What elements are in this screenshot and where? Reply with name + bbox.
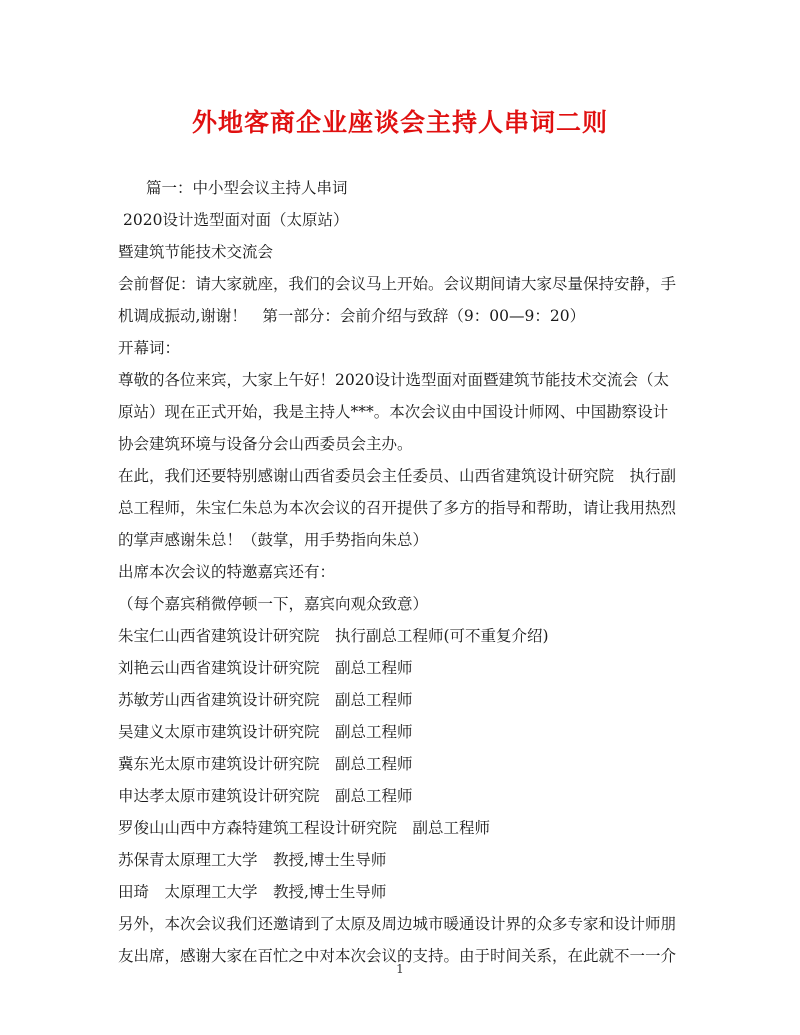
paragraph-line: 会前督促：请大家就座，我们的会议马上开始。会议期间请大家尽量保持安静，手: [118, 275, 677, 293]
guest-list-item: 申达孝太原市建筑设计研究院 副总工程师: [118, 787, 413, 805]
guest-list-item: 冀东光太原市建筑设计研究院 副总工程师: [118, 755, 413, 773]
guest-list-item: 刘艳云山西省建筑设计研究院 副总工程师: [118, 659, 413, 677]
paragraph-line: 在此，我们还要特别感谢山西省委员会主任委员、山西省建筑设计研究院 执行副: [118, 467, 677, 485]
paragraph-line: 另外，本次会议我们还邀请到了太原及周边城市暖通设计界的众多专家和设计师朋: [118, 915, 677, 933]
paragraph-line: 原站）现在正式开始，我是主持人***。本次会议由中国设计师网、中国勘察设计: [118, 403, 669, 421]
guest-list-item: 朱宝仁山西省建筑设计研究院 执行副总工程师(可不重复介绍): [118, 627, 549, 645]
guest-list-item: 罗俊山山西中方森特建筑工程设计研究院 副总工程师: [118, 819, 491, 837]
paragraph-line: 总工程师，朱宝仁朱总为本次会议的召开提供了多方的指导和帮助，请让我用热烈: [118, 499, 677, 517]
event-name-line: 2020设计选型面对面（太原站）: [123, 211, 349, 229]
section-heading: 篇一：中小型会议主持人串词: [146, 179, 348, 197]
paragraph-line: （每个嘉宾稍微停顿一下，嘉宾向观众致意）: [118, 595, 429, 613]
guest-list-item: 吴建义太原市建筑设计研究院 副总工程师: [118, 723, 413, 741]
paragraph-line: 的掌声感谢朱总！（鼓掌，用手势指向朱总）: [118, 531, 429, 549]
paragraph-line: 尊敬的各位来宾，大家上午好！2020设计选型面对面暨建筑节能技术交流会（太: [118, 371, 669, 389]
guest-list-item: 苏保青太原理工大学 教授,博士生导师: [118, 851, 387, 869]
paragraph-line: 机调成振动,谢谢！ 第一部分：会前介绍与致辞（9：00—9：20）: [118, 307, 586, 325]
paragraph-line: 开幕词：: [118, 339, 181, 357]
paragraph-line: 协会建筑环境与设备分会山西委员会主办。: [118, 435, 413, 453]
paragraph-line: 出席本次会议的特邀嘉宾还有：: [118, 563, 336, 581]
document-title: 外地客商企业座谈会主持人串词二则: [191, 108, 608, 137]
document-body: [118, 172, 688, 972]
guest-list-item: 苏敏芳山西省建筑设计研究院 副总工程师: [118, 691, 413, 709]
guest-list-item: 田琦 太原理工大学 教授,博士生导师: [118, 883, 387, 901]
paragraph-line: 友出席，感谢大家在百忙之中对本次会议的支持。由于时间关系，在此就不一一介: [118, 947, 677, 965]
page-number: 1: [396, 962, 404, 976]
event-subtitle-line: 暨建筑节能技术交流会: [118, 243, 274, 261]
